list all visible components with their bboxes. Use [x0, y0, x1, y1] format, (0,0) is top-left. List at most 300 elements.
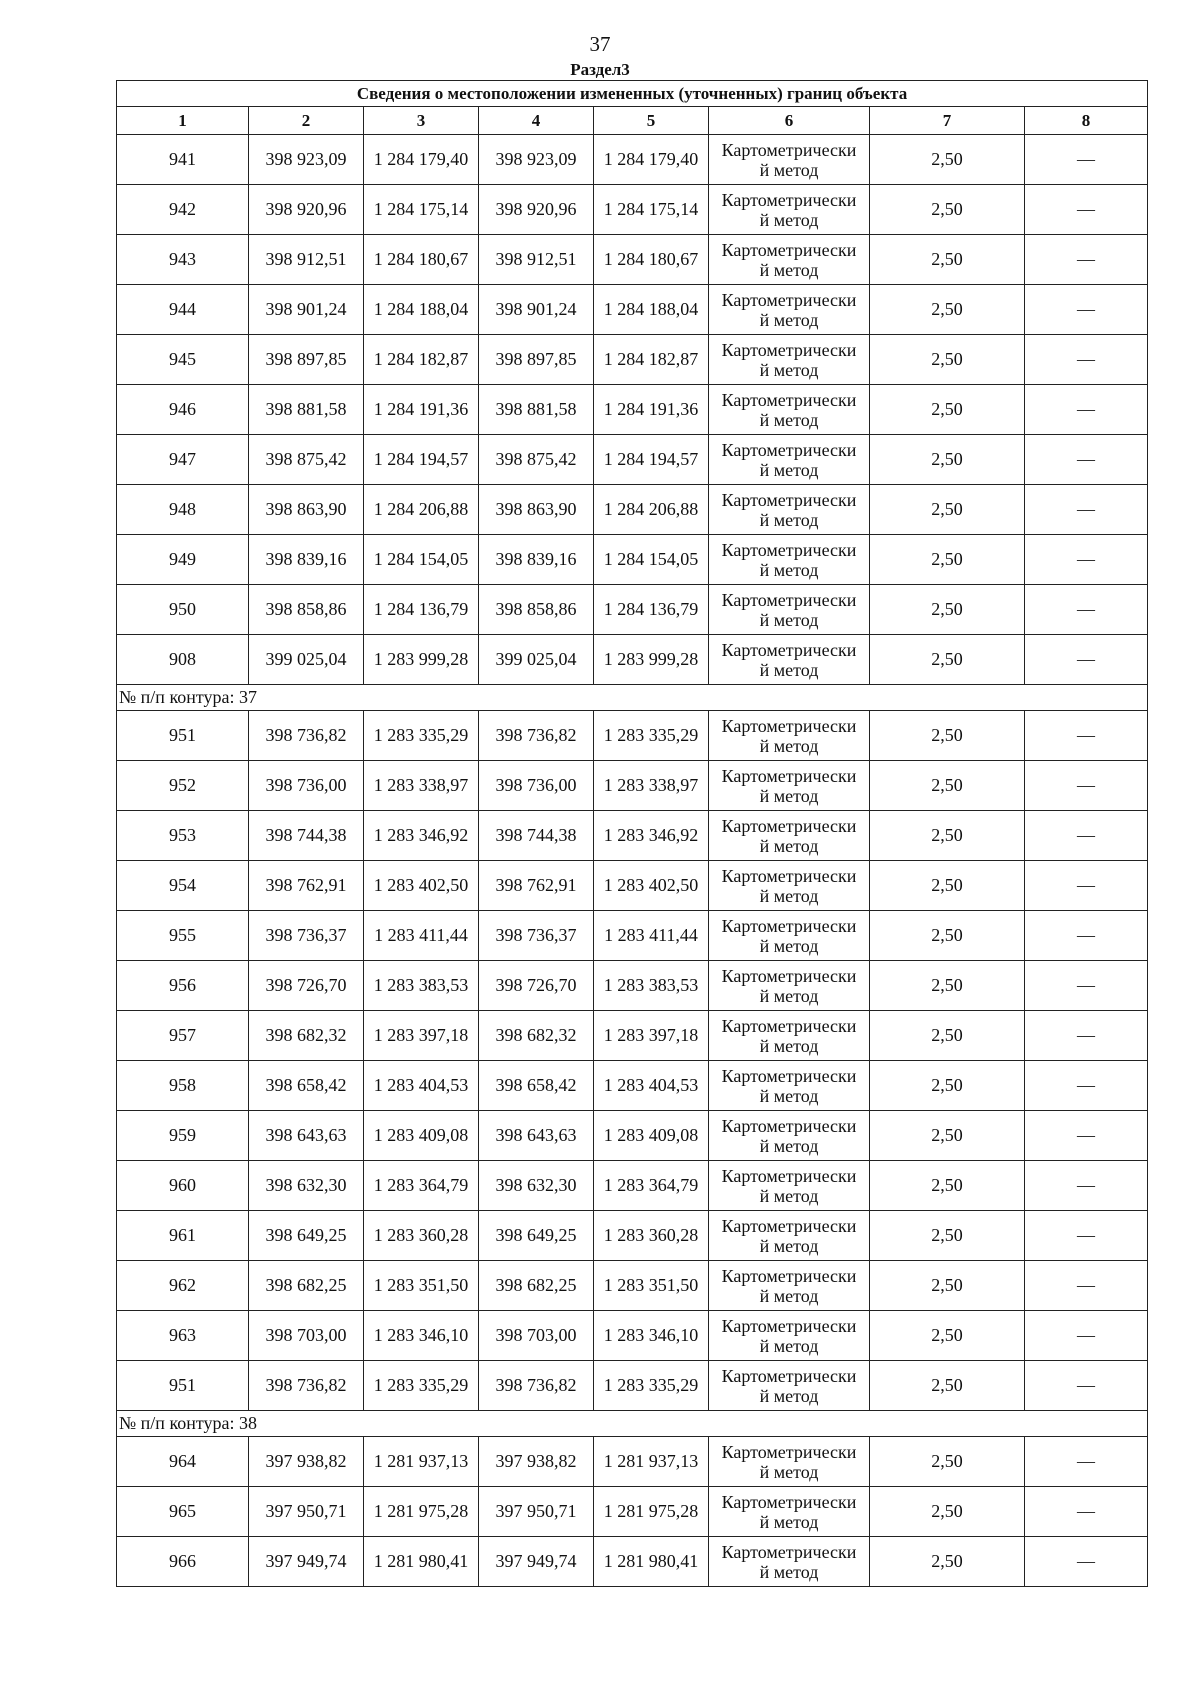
description-cell: —: [1025, 1011, 1148, 1061]
method-line: й метод: [759, 1235, 819, 1256]
description-cell: —: [1025, 1487, 1148, 1537]
table-row: [117, 385, 1148, 435]
x-new-cell: 398 682,32: [479, 1011, 594, 1061]
x-new-cell: 397 950,71: [479, 1487, 594, 1537]
method-cell: [709, 911, 870, 961]
method-cell: [709, 1311, 870, 1361]
table-body: [117, 81, 1148, 1587]
x-new-cell: 398 726,70: [479, 961, 594, 1011]
method-cell: [709, 285, 870, 335]
y-new-cell: 1 283 409,08: [594, 1111, 709, 1161]
x-new-cell: 398 736,00: [479, 761, 594, 811]
column-header: 3: [364, 107, 479, 135]
method-line: й метод: [759, 209, 819, 230]
precision-cell: 2,50: [870, 185, 1025, 235]
y-new-cell: 1 283 351,50: [594, 1261, 709, 1311]
x-new-cell: 398 649,25: [479, 1211, 594, 1261]
method-line: Картометрически: [721, 1215, 857, 1236]
y-old-cell: 1 283 335,29: [364, 711, 479, 761]
precision-cell: 2,50: [870, 585, 1025, 635]
description-cell: —: [1025, 1061, 1148, 1111]
x-new-cell: 398 736,82: [479, 711, 594, 761]
description-cell: —: [1025, 1537, 1148, 1587]
description-cell: —: [1025, 1261, 1148, 1311]
method-line: й метод: [759, 509, 819, 530]
method-line: Картометрически: [721, 239, 857, 260]
method-line: Картометрически: [721, 815, 857, 836]
y-old-cell: 1 284 188,04: [364, 285, 479, 335]
description-cell: —: [1025, 485, 1148, 535]
y-old-cell: 1 281 975,28: [364, 1487, 479, 1537]
method-cell: [709, 385, 870, 435]
description-cell: —: [1025, 961, 1148, 1011]
point-number-cell: 941: [117, 135, 249, 185]
y-new-cell: 1 283 338,97: [594, 761, 709, 811]
y-old-cell: 1 283 411,44: [364, 911, 479, 961]
method-line: й метод: [759, 1335, 819, 1356]
y-old-cell: 1 283 364,79: [364, 1161, 479, 1211]
method-line: Картометрически: [721, 1065, 857, 1086]
description-cell: —: [1025, 135, 1148, 185]
method-line: Картометрически: [721, 489, 857, 510]
description-cell: —: [1025, 1161, 1148, 1211]
method-cell: [709, 135, 870, 185]
precision-cell: 2,50: [870, 1487, 1025, 1537]
x-old-cell: 398 881,58: [249, 385, 364, 435]
description-cell: —: [1025, 1311, 1148, 1361]
table-row: [117, 761, 1148, 811]
table-row: [117, 1061, 1148, 1111]
method-line: й метод: [759, 885, 819, 906]
x-new-cell: 398 682,25: [479, 1261, 594, 1311]
column-header: 5: [594, 107, 709, 135]
point-number-cell: 956: [117, 961, 249, 1011]
point-number-cell: 955: [117, 911, 249, 961]
description-cell: —: [1025, 185, 1148, 235]
description-cell: —: [1025, 1437, 1148, 1487]
method-cell: [709, 235, 870, 285]
method-line: й метод: [759, 1561, 819, 1582]
method-cell: [709, 861, 870, 911]
table-row: [117, 1311, 1148, 1361]
y-old-cell: 1 281 937,13: [364, 1437, 479, 1487]
point-number-cell: 958: [117, 1061, 249, 1111]
table-row: [117, 1537, 1148, 1587]
table-row: [117, 335, 1148, 385]
y-new-cell: 1 283 346,92: [594, 811, 709, 861]
column-header: 4: [479, 107, 594, 135]
description-cell: —: [1025, 1211, 1148, 1261]
table-row: [117, 861, 1148, 911]
method-line: Картометрически: [721, 965, 857, 986]
point-number-cell: 942: [117, 185, 249, 235]
point-number-cell: 951: [117, 1361, 249, 1411]
x-new-cell: 398 643,63: [479, 1111, 594, 1161]
precision-cell: 2,50: [870, 1161, 1025, 1211]
table-row: [117, 1437, 1148, 1487]
y-new-cell: 1 284 175,14: [594, 185, 709, 235]
point-number-cell: 950: [117, 585, 249, 635]
column-header: 2: [249, 107, 364, 135]
method-line: Картометрически: [721, 289, 857, 310]
method-line: Картометрически: [721, 765, 857, 786]
y-new-cell: 1 281 937,13: [594, 1437, 709, 1487]
method-line: й метод: [759, 1511, 819, 1532]
y-old-cell: 1 283 409,08: [364, 1111, 479, 1161]
y-old-cell: 1 283 351,50: [364, 1261, 479, 1311]
x-old-cell: 398 736,37: [249, 911, 364, 961]
table-row: [117, 185, 1148, 235]
x-old-cell: 398 682,32: [249, 1011, 364, 1061]
method-cell: [709, 1261, 870, 1311]
x-new-cell: 398 658,42: [479, 1061, 594, 1111]
x-new-cell: 397 938,82: [479, 1437, 594, 1487]
precision-cell: 2,50: [870, 235, 1025, 285]
precision-cell: 2,50: [870, 861, 1025, 911]
method-line: й метод: [759, 1385, 819, 1406]
point-number-cell: 952: [117, 761, 249, 811]
y-old-cell: 1 283 338,97: [364, 761, 479, 811]
method-line: Картометрически: [721, 1015, 857, 1036]
description-cell: —: [1025, 1111, 1148, 1161]
x-old-cell: 398 863,90: [249, 485, 364, 535]
y-old-cell: 1 283 335,29: [364, 1361, 479, 1411]
point-number-cell: 965: [117, 1487, 249, 1537]
y-old-cell: 1 284 206,88: [364, 485, 479, 535]
precision-cell: 2,50: [870, 1437, 1025, 1487]
precision-cell: 2,50: [870, 335, 1025, 385]
method-line: й метод: [759, 359, 819, 380]
y-new-cell: 1 283 383,53: [594, 961, 709, 1011]
x-new-cell: 398 858,86: [479, 585, 594, 635]
method-line: й метод: [759, 1185, 819, 1206]
method-line: й метод: [759, 735, 819, 756]
x-new-cell: 398 923,09: [479, 135, 594, 185]
table-row: [117, 235, 1148, 285]
x-new-cell: 398 863,90: [479, 485, 594, 535]
y-old-cell: 1 284 136,79: [364, 585, 479, 635]
method-line: Картометрически: [721, 1165, 857, 1186]
method-cell: [709, 585, 870, 635]
precision-cell: 2,50: [870, 1061, 1025, 1111]
table-row: [117, 1011, 1148, 1061]
y-old-cell: 1 284 179,40: [364, 135, 479, 185]
y-new-cell: 1 284 188,04: [594, 285, 709, 335]
column-header: 1: [117, 107, 249, 135]
y-old-cell: 1 283 397,18: [364, 1011, 479, 1061]
description-cell: —: [1025, 761, 1148, 811]
column-header: 6: [709, 107, 870, 135]
method-cell: [709, 485, 870, 535]
precision-cell: 2,50: [870, 1361, 1025, 1411]
description-cell: —: [1025, 1361, 1148, 1411]
description-cell: —: [1025, 911, 1148, 961]
precision-cell: 2,50: [870, 135, 1025, 185]
point-number-cell: 962: [117, 1261, 249, 1311]
point-number-cell: 964: [117, 1437, 249, 1487]
point-number-cell: 943: [117, 235, 249, 285]
y-old-cell: 1 284 175,14: [364, 185, 479, 235]
y-old-cell: 1 283 346,92: [364, 811, 479, 861]
x-old-cell: 398 632,30: [249, 1161, 364, 1211]
description-cell: —: [1025, 385, 1148, 435]
y-new-cell: 1 281 975,28: [594, 1487, 709, 1537]
boundary-coordinates-table: [116, 80, 1148, 1587]
method-cell: [709, 535, 870, 585]
method-cell: [709, 1437, 870, 1487]
y-new-cell: 1 284 179,40: [594, 135, 709, 185]
description-cell: —: [1025, 711, 1148, 761]
y-old-cell: 1 283 383,53: [364, 961, 479, 1011]
method-cell: [709, 185, 870, 235]
table-row: [117, 1487, 1148, 1537]
x-old-cell: 398 736,00: [249, 761, 364, 811]
table-row: [117, 135, 1148, 185]
method-line: й метод: [759, 409, 819, 430]
x-old-cell: 398 923,09: [249, 135, 364, 185]
precision-cell: 2,50: [870, 535, 1025, 585]
y-new-cell: 1 284 206,88: [594, 485, 709, 535]
method-line: й метод: [759, 1135, 819, 1156]
method-line: Картометрически: [721, 439, 857, 460]
precision-cell: 2,50: [870, 761, 1025, 811]
table-caption-row: [117, 81, 1148, 107]
x-old-cell: 398 912,51: [249, 235, 364, 285]
table-row: [117, 911, 1148, 961]
point-number-cell: 966: [117, 1537, 249, 1587]
precision-cell: 2,50: [870, 635, 1025, 685]
y-old-cell: 1 283 402,50: [364, 861, 479, 911]
y-new-cell: 1 283 346,10: [594, 1311, 709, 1361]
point-number-cell: 959: [117, 1111, 249, 1161]
precision-cell: 2,50: [870, 435, 1025, 485]
x-old-cell: 398 897,85: [249, 335, 364, 385]
precision-cell: 2,50: [870, 1211, 1025, 1261]
method-line: й метод: [759, 609, 819, 630]
method-line: й метод: [759, 835, 819, 856]
x-old-cell: 398 920,96: [249, 185, 364, 235]
method-line: й метод: [759, 1085, 819, 1106]
table-row: [117, 1211, 1148, 1261]
point-number-cell: 945: [117, 335, 249, 385]
method-cell: [709, 761, 870, 811]
method-cell: [709, 1061, 870, 1111]
method-line: Картометрически: [721, 865, 857, 886]
table-row: [117, 585, 1148, 635]
description-cell: —: [1025, 811, 1148, 861]
x-new-cell: 398 744,38: [479, 811, 594, 861]
method-line: Картометрически: [721, 1541, 857, 1562]
description-cell: —: [1025, 861, 1148, 911]
y-old-cell: 1 284 154,05: [364, 535, 479, 585]
point-number-cell: 953: [117, 811, 249, 861]
description-cell: —: [1025, 335, 1148, 385]
method-line: й метод: [759, 309, 819, 330]
y-new-cell: 1 283 999,28: [594, 635, 709, 685]
method-line: Картометрически: [721, 589, 857, 610]
y-new-cell: 1 284 180,67: [594, 235, 709, 285]
precision-cell: 2,50: [870, 711, 1025, 761]
method-line: Картометрически: [721, 1491, 857, 1512]
x-new-cell: 397 949,74: [479, 1537, 594, 1587]
x-old-cell: 398 901,24: [249, 285, 364, 335]
point-number-cell: 949: [117, 535, 249, 585]
x-old-cell: 398 643,63: [249, 1111, 364, 1161]
x-new-cell: 398 901,24: [479, 285, 594, 335]
precision-cell: 2,50: [870, 1011, 1025, 1061]
x-new-cell: 398 881,58: [479, 385, 594, 435]
x-old-cell: 397 950,71: [249, 1487, 364, 1537]
precision-cell: 2,50: [870, 811, 1025, 861]
method-line: й метод: [759, 985, 819, 1006]
method-cell: [709, 1487, 870, 1537]
contour-row: [117, 685, 1148, 711]
y-old-cell: 1 283 404,53: [364, 1061, 479, 1111]
column-header: 8: [1025, 107, 1148, 135]
table-row: [117, 285, 1148, 335]
x-old-cell: 398 658,42: [249, 1061, 364, 1111]
method-line: й метод: [759, 935, 819, 956]
y-old-cell: 1 283 999,28: [364, 635, 479, 685]
x-old-cell: 398 736,82: [249, 711, 364, 761]
precision-cell: 2,50: [870, 1261, 1025, 1311]
point-number-cell: 947: [117, 435, 249, 485]
method-line: й метод: [759, 559, 819, 580]
contour-row: [117, 1411, 1148, 1437]
y-old-cell: 1 283 360,28: [364, 1211, 479, 1261]
table-row: [117, 961, 1148, 1011]
y-new-cell: 1 284 182,87: [594, 335, 709, 385]
point-number-cell: 963: [117, 1311, 249, 1361]
method-line: й метод: [759, 459, 819, 480]
y-new-cell: 1 283 411,44: [594, 911, 709, 961]
x-old-cell: 398 839,16: [249, 535, 364, 585]
description-cell: —: [1025, 285, 1148, 335]
method-line: й метод: [759, 659, 819, 680]
y-old-cell: 1 281 980,41: [364, 1537, 479, 1587]
method-line: й метод: [759, 1035, 819, 1056]
point-number-cell: 944: [117, 285, 249, 335]
table-row: [117, 635, 1148, 685]
x-old-cell: 398 682,25: [249, 1261, 364, 1311]
method-line: Картометрически: [721, 1115, 857, 1136]
table-row: [117, 1361, 1148, 1411]
method-cell: [709, 811, 870, 861]
description-cell: —: [1025, 585, 1148, 635]
y-new-cell: 1 283 360,28: [594, 1211, 709, 1261]
description-cell: —: [1025, 535, 1148, 585]
x-old-cell: 398 649,25: [249, 1211, 364, 1261]
table-row: [117, 435, 1148, 485]
precision-cell: 2,50: [870, 911, 1025, 961]
precision-cell: 2,50: [870, 1111, 1025, 1161]
point-number-cell: 948: [117, 485, 249, 535]
x-new-cell: 398 762,91: [479, 861, 594, 911]
y-old-cell: 1 284 182,87: [364, 335, 479, 385]
precision-cell: 2,50: [870, 485, 1025, 535]
y-old-cell: 1 284 194,57: [364, 435, 479, 485]
method-line: й метод: [759, 1461, 819, 1482]
x-new-cell: 398 703,00: [479, 1311, 594, 1361]
x-new-cell: 398 897,85: [479, 335, 594, 385]
description-cell: —: [1025, 235, 1148, 285]
table-row: [117, 485, 1148, 535]
x-old-cell: 397 938,82: [249, 1437, 364, 1487]
x-new-cell: 398 632,30: [479, 1161, 594, 1211]
x-old-cell: 398 762,91: [249, 861, 364, 911]
method-cell: [709, 961, 870, 1011]
method-line: й метод: [759, 159, 819, 180]
method-line: Картометрически: [721, 539, 857, 560]
column-header: 7: [870, 107, 1025, 135]
precision-cell: 2,50: [870, 285, 1025, 335]
method-cell: [709, 335, 870, 385]
x-new-cell: 398 736,82: [479, 1361, 594, 1411]
precision-cell: 2,50: [870, 385, 1025, 435]
point-number-cell: 908: [117, 635, 249, 685]
method-line: Картометрически: [721, 1265, 857, 1286]
method-cell: [709, 1161, 870, 1211]
x-old-cell: 397 949,74: [249, 1537, 364, 1587]
y-new-cell: 1 281 980,41: [594, 1537, 709, 1587]
y-new-cell: 1 284 191,36: [594, 385, 709, 435]
y-new-cell: 1 283 335,29: [594, 711, 709, 761]
x-new-cell: 398 875,42: [479, 435, 594, 485]
table-row: [117, 1111, 1148, 1161]
point-number-cell: 960: [117, 1161, 249, 1211]
method-line: й метод: [759, 259, 819, 280]
y-old-cell: 1 284 180,67: [364, 235, 479, 285]
table-row: [117, 535, 1148, 585]
table-row: [117, 711, 1148, 761]
y-new-cell: 1 283 397,18: [594, 1011, 709, 1061]
x-old-cell: 399 025,04: [249, 635, 364, 685]
method-cell: [709, 711, 870, 761]
description-cell: —: [1025, 635, 1148, 685]
table-row: [117, 1261, 1148, 1311]
y-new-cell: 1 283 402,50: [594, 861, 709, 911]
point-number-cell: 951: [117, 711, 249, 761]
x-old-cell: 398 858,86: [249, 585, 364, 635]
precision-cell: 2,50: [870, 1311, 1025, 1361]
method-line: Картометрически: [721, 639, 857, 660]
y-new-cell: 1 284 194,57: [594, 435, 709, 485]
x-old-cell: 398 736,82: [249, 1361, 364, 1411]
contour-label: № п/п контура: 38: [117, 1411, 1148, 1437]
x-new-cell: 399 025,04: [479, 635, 594, 685]
method-line: Картометрически: [721, 389, 857, 410]
method-line: Картометрически: [721, 1315, 857, 1336]
y-old-cell: 1 284 191,36: [364, 385, 479, 435]
x-old-cell: 398 875,42: [249, 435, 364, 485]
method-line: й метод: [759, 785, 819, 806]
y-new-cell: 1 283 404,53: [594, 1061, 709, 1111]
x-old-cell: 398 726,70: [249, 961, 364, 1011]
page-number: 37: [589, 32, 611, 56]
method-cell: [709, 435, 870, 485]
method-line: Картометрически: [721, 189, 857, 210]
x-new-cell: 398 839,16: [479, 535, 594, 585]
method-cell: [709, 1111, 870, 1161]
point-number-cell: 954: [117, 861, 249, 911]
y-new-cell: 1 284 136,79: [594, 585, 709, 635]
point-number-cell: 961: [117, 1211, 249, 1261]
table-row: [117, 1161, 1148, 1211]
method-line: Картометрически: [721, 1365, 857, 1386]
x-new-cell: 398 912,51: [479, 235, 594, 285]
point-number-cell: 946: [117, 385, 249, 435]
method-line: Картометрически: [721, 715, 857, 736]
